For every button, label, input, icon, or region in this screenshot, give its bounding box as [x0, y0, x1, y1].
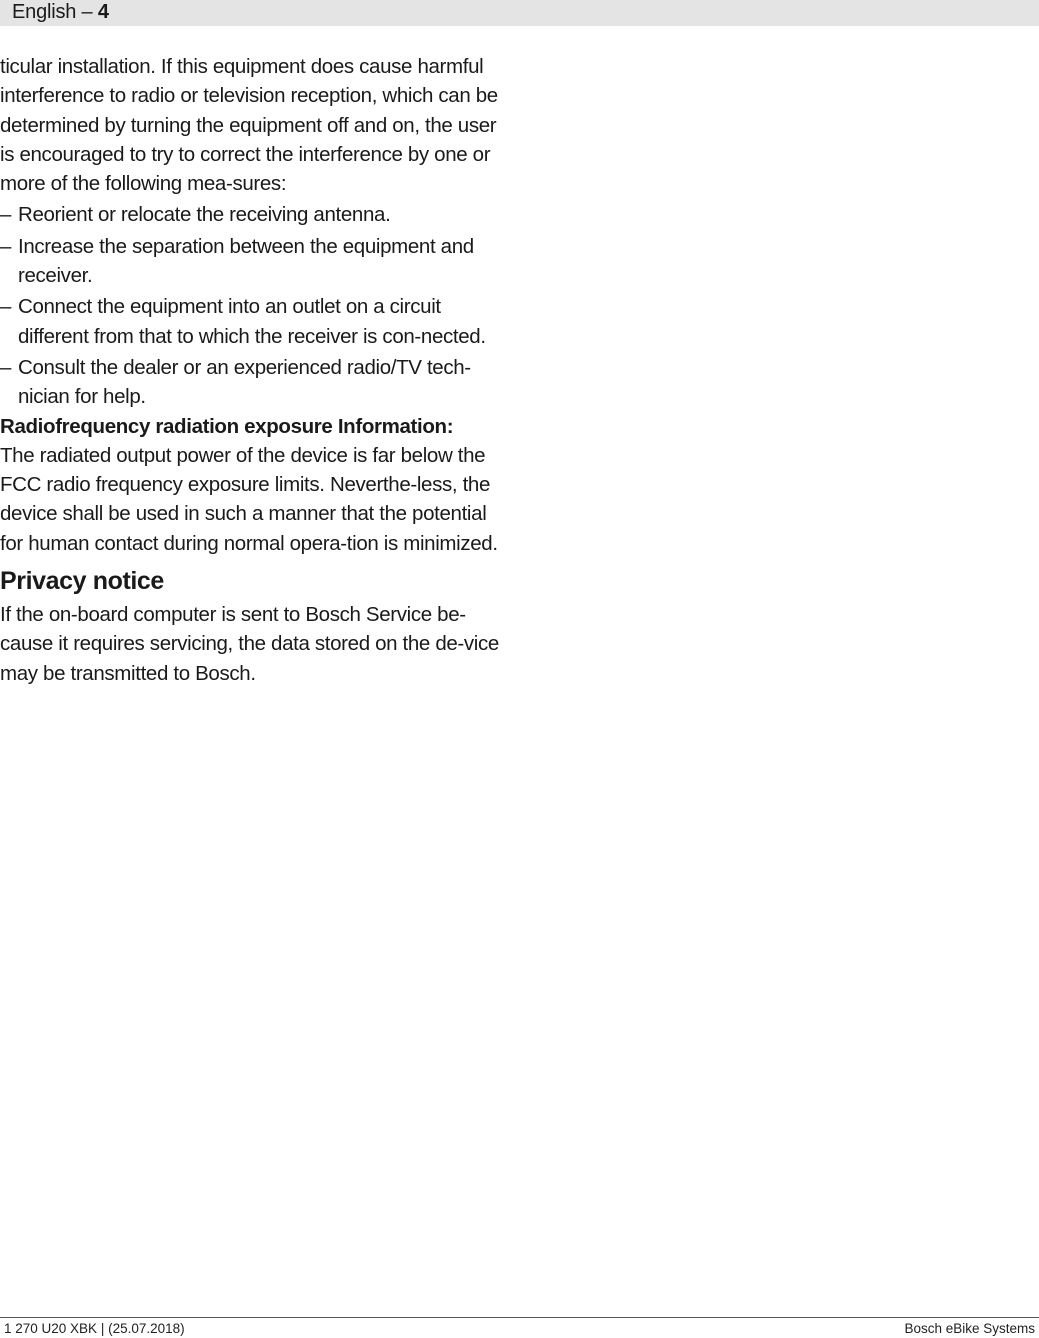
- header-language: English –: [12, 1, 98, 23]
- bullet-dash: –: [0, 295, 12, 319]
- footer-brand: Bosch eBike Systems: [904, 1321, 1035, 1336]
- list-item-text: Increase the separation between the equipment and receiver.: [18, 234, 474, 288]
- main-content: [0, 52, 510, 688]
- page-header: [12, 0, 109, 24]
- page-header-bar: [0, 0, 1039, 26]
- list-item: [0, 353, 510, 412]
- privacy-notice-title: Privacy notice: [0, 567, 164, 596]
- list-item-text: Reorient or relocate the receiving antenna.: [18, 203, 391, 227]
- intro-paragraph: ticular installation. If this equipment does cause harmful interference to radio or television reception, which can be determined by turning the equipment off and on, the user is encouraged to try to correct the interference by one or more of the following mea-sures:: [0, 55, 498, 196]
- bullet-dash: –: [0, 234, 12, 258]
- measures-list: [0, 200, 510, 411]
- list-item: [0, 200, 510, 229]
- list-item-text: Connect the equipment into an outlet on a circuit different from that to which the receiver is con-nected.: [18, 295, 486, 348]
- privacy-notice-paragraph: If the on-board computer is sent to Bosch Service be-cause it requires servicing, the data stored on the de-vice may be transmitted to Bosch.: [0, 603, 499, 685]
- rf-exposure-paragraph: The radiated output power of the device is far below the FCC radio frequency exposure limits. Neverthe-less, the device shall be used in such a manner that the potential for human contact during normal opera-tion is minimized.: [0, 443, 498, 555]
- bullet-dash: –: [0, 203, 12, 227]
- list-item: [0, 292, 510, 351]
- footer-divider: [0, 1317, 1039, 1318]
- list-item-text: Consult the dealer or an experienced radio/TV tech-nician for help.: [18, 355, 471, 409]
- bullet-dash: –: [0, 355, 12, 379]
- rf-exposure-heading: Radiofrequency radiation exposure Information:: [0, 414, 454, 438]
- footer-document-id: 1 270 U20 XBK | (25.07.2018): [4, 1321, 185, 1336]
- list-item: [0, 232, 510, 291]
- header-page-number: 4: [97, 1, 109, 23]
